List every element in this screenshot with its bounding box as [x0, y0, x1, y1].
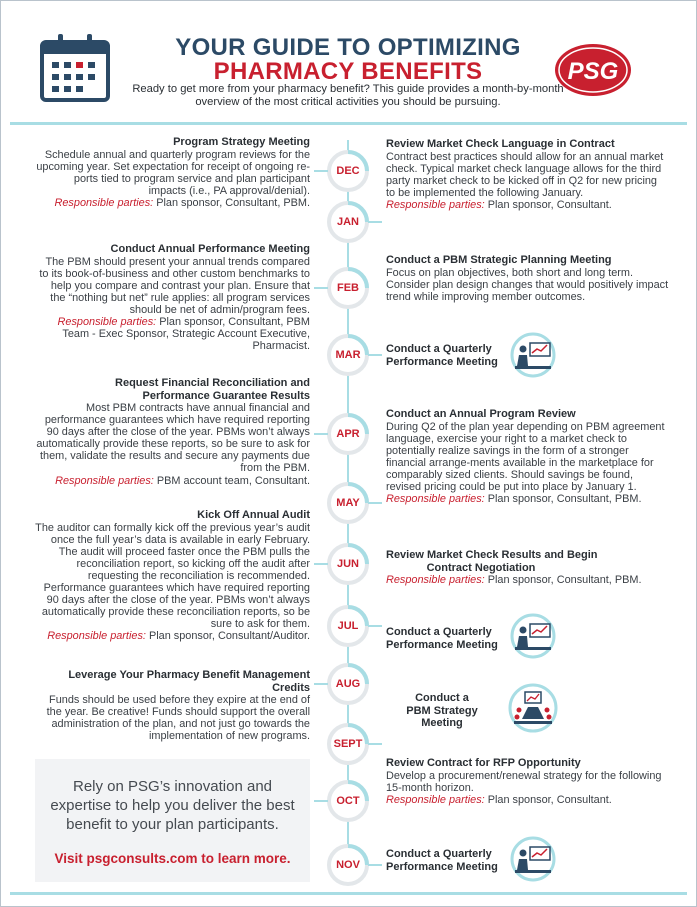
header — [0, 0, 697, 122]
reconciliation-block — [34, 377, 310, 487]
month-aug: AUG — [327, 663, 369, 705]
resp-parties: PBM account team, Consultant. — [156, 474, 310, 487]
resp-parties: Plan sponsor, Consultant, PBM. — [487, 493, 642, 506]
month-oct: OCT — [327, 780, 369, 822]
tick — [314, 800, 328, 802]
pbm-strategy-line-2: PBM Strategy Meeting — [406, 704, 478, 729]
month-jul: JUL — [327, 605, 369, 647]
tick — [368, 743, 382, 745]
intro-text: Ready to get more from your pharmacy benefit? This guide provides a month-by-month overview of the most critical activities you should be pursuing. — [132, 83, 564, 108]
negotiation-title-line-1: Review Market Check Results and Begin — [386, 549, 598, 561]
reconciliation-title: Request Financial Reconciliation and Performance Guarantee Results — [115, 377, 310, 402]
quarterly-line-2: Performance Meeting — [386, 638, 498, 651]
audit-body: The auditor can formally kick off the previous year’s audit once the full year’s data is available in early February. The audit will proceed faster once the PBM pulls the reconciliation report, so kicking off the audit after requesting the reconciliation is recommended. Performance guarantees which have required reporting 90 days after the close of the year. PBMs won’t always automatically provide these reconciliation reports, so be sure to ask for them. — [35, 521, 310, 631]
quarterly-line-2: Performance Meeting — [386, 355, 498, 368]
rfp-block — [386, 757, 670, 806]
cta-text: Rely on PSG’s innovation and expertise to help you deliver the best benefit to your plan participants. — [50, 778, 295, 833]
meeting-presentation-icon — [510, 613, 556, 659]
credits-body: Funds should be used before they expire at the end of the year. Be creative! Funds should support the overall administration of the plan, and not just go towards the implementation of new programs. — [46, 694, 310, 743]
month-sept: SEPT — [327, 723, 369, 765]
annual-review-body: During Q2 of the plan year depending on PBM agreement language, exercise your right to a market check to potentially realize savings in the form of a stronger financial arrange-ments available in the marketplace for comparably sized clients. Should savings be found, revised pricing could be put into place by January 1. — [386, 420, 665, 493]
resp-label: Responsible parties: — [386, 198, 485, 211]
tick — [368, 221, 382, 223]
cta-box — [35, 759, 310, 882]
quarterly-line-1: Conduct a Quarterly — [386, 848, 492, 860]
audit-title: Kick Off Annual Audit — [197, 509, 310, 521]
month-feb: FEB — [327, 267, 369, 309]
tick — [368, 354, 382, 356]
strategic-planning-block — [386, 254, 670, 303]
boardroom-icon — [508, 683, 558, 733]
resp-label: Responsible parties: — [386, 493, 485, 506]
resp-parties: Plan sponsor, Consultant, PBM. — [487, 574, 642, 586]
pbm-strategy-line-1: Conduct a — [415, 692, 469, 704]
audit-block — [34, 509, 310, 642]
tick — [368, 625, 382, 627]
tick — [314, 563, 328, 565]
month-nov: NOV — [327, 844, 369, 886]
quarterly-meeting-mar — [386, 343, 506, 368]
quarterly-meeting-jul — [386, 626, 506, 651]
tick — [368, 502, 382, 504]
strategy-meeting-title: Program Strategy Meeting — [173, 136, 310, 148]
quarterly-line-1: Conduct a Quarterly — [386, 343, 492, 355]
tick — [314, 287, 328, 289]
bottom-divider — [10, 892, 687, 895]
month-dec: DEC — [327, 150, 369, 192]
strategy-meeting-block — [34, 136, 310, 209]
market-check-body: Contract best practices should allow for an annual market check. Typical market check language allows for the third party market check to be kicked off in Q2 for new pricing to be implemented the following January. — [386, 150, 664, 199]
strategy-meeting-body: Schedule annual and quarterly program reviews for the upcoming year. Set expectation for receipt of ongoing re-ports tied to program service and plan participant impacts (i.e., PA approval/denial). — [36, 148, 310, 197]
resp-label: Responsible parties: — [57, 315, 157, 328]
performance-meeting-title: Conduct Annual Performance Meeting — [110, 243, 310, 255]
meeting-presentation-icon — [510, 836, 556, 882]
tick — [368, 864, 382, 866]
annual-review-block — [386, 408, 670, 505]
strategic-planning-title: Conduct a PBM Strategic Planning Meeting — [386, 254, 612, 266]
resp-label: Responsible parties: — [54, 196, 154, 209]
month-may: MAY — [327, 482, 369, 524]
logo-text: PSG — [567, 58, 619, 85]
psg-logo — [553, 42, 633, 98]
reconciliation-body: Most PBM contracts have annual financial and performance guarantees which have required reporting 90 days after the close of the year. PBMs won’t always automatically provide these reports, so be sure to ask for them, validate the results and secure any payments due from the PBM. — [36, 402, 310, 475]
top-divider — [10, 122, 687, 125]
credits-title: Leverage Your Pharmacy Benefit Management Credits — [68, 669, 310, 694]
rfp-title: Review Contract for RFP Opportunity — [386, 757, 581, 769]
calendar-icon — [28, 30, 120, 104]
month-jan: JAN — [327, 201, 369, 243]
performance-meeting-body: The PBM should present your annual trends compared to its book-of-business and other custom benchmarks to help you compare and contrast your plan. Ensure that the “nothing but net” rule applies: all program services should be net of admin/program fees. — [39, 255, 310, 316]
market-check-block — [386, 138, 668, 211]
cta-link[interactable]: Visit psgconsults.com to learn more. — [54, 851, 291, 866]
tick — [314, 433, 328, 435]
resp-label: Responsible parties: — [386, 574, 485, 586]
title-line-2: PHARMACY BENEFITS — [213, 58, 483, 85]
month-mar: MAR — [327, 334, 369, 376]
resp-parties: Plan sponsor, Consultant. — [487, 793, 612, 806]
resp-parties: Plan sponsor, Consultant, PBM. — [156, 196, 310, 209]
annual-review-title: Conduct an Annual Program Review — [386, 408, 576, 420]
resp-parties: Plan sponsor, Consultant, PBM Team - Exec Sponsor, Strategic Account Executive, Pharmacist. — [62, 315, 310, 353]
month-jun: JUN — [327, 543, 369, 585]
negotiation-block — [386, 549, 670, 586]
resp-label: Responsible parties: — [386, 793, 485, 806]
resp-label: Responsible parties: — [47, 630, 146, 643]
quarterly-meeting-nov — [386, 848, 506, 873]
rfp-body: Develop a procurement/renewal strategy for the following 15-month horizon. — [386, 769, 662, 794]
resp-parties: Plan sponsor, Consultant/Auditor. — [148, 630, 310, 643]
resp-label: Responsible parties: — [55, 474, 154, 487]
performance-meeting-block — [34, 243, 310, 352]
tick — [314, 683, 328, 685]
quarterly-line-1: Conduct a Quarterly — [386, 626, 492, 638]
title-line-1: YOUR GUIDE TO OPTIMIZING — [175, 34, 521, 61]
credits-block — [34, 669, 310, 742]
tick — [314, 170, 328, 172]
month-apr: APR — [327, 413, 369, 455]
market-check-title: Review Market Check Language in Contract — [386, 138, 615, 150]
resp-parties: Plan sponsor, Consultant. — [487, 198, 612, 211]
meeting-presentation-icon — [510, 332, 556, 378]
quarterly-line-2: Performance Meeting — [386, 860, 498, 873]
strategic-planning-body: Focus on plan objectives, both short and long term. Consider plan design changes that would positively impact trend while improving member outcomes. — [386, 266, 669, 303]
negotiation-title-line-2: Contract Negotiation — [426, 561, 536, 574]
pbm-strategy-meeting — [386, 692, 498, 730]
